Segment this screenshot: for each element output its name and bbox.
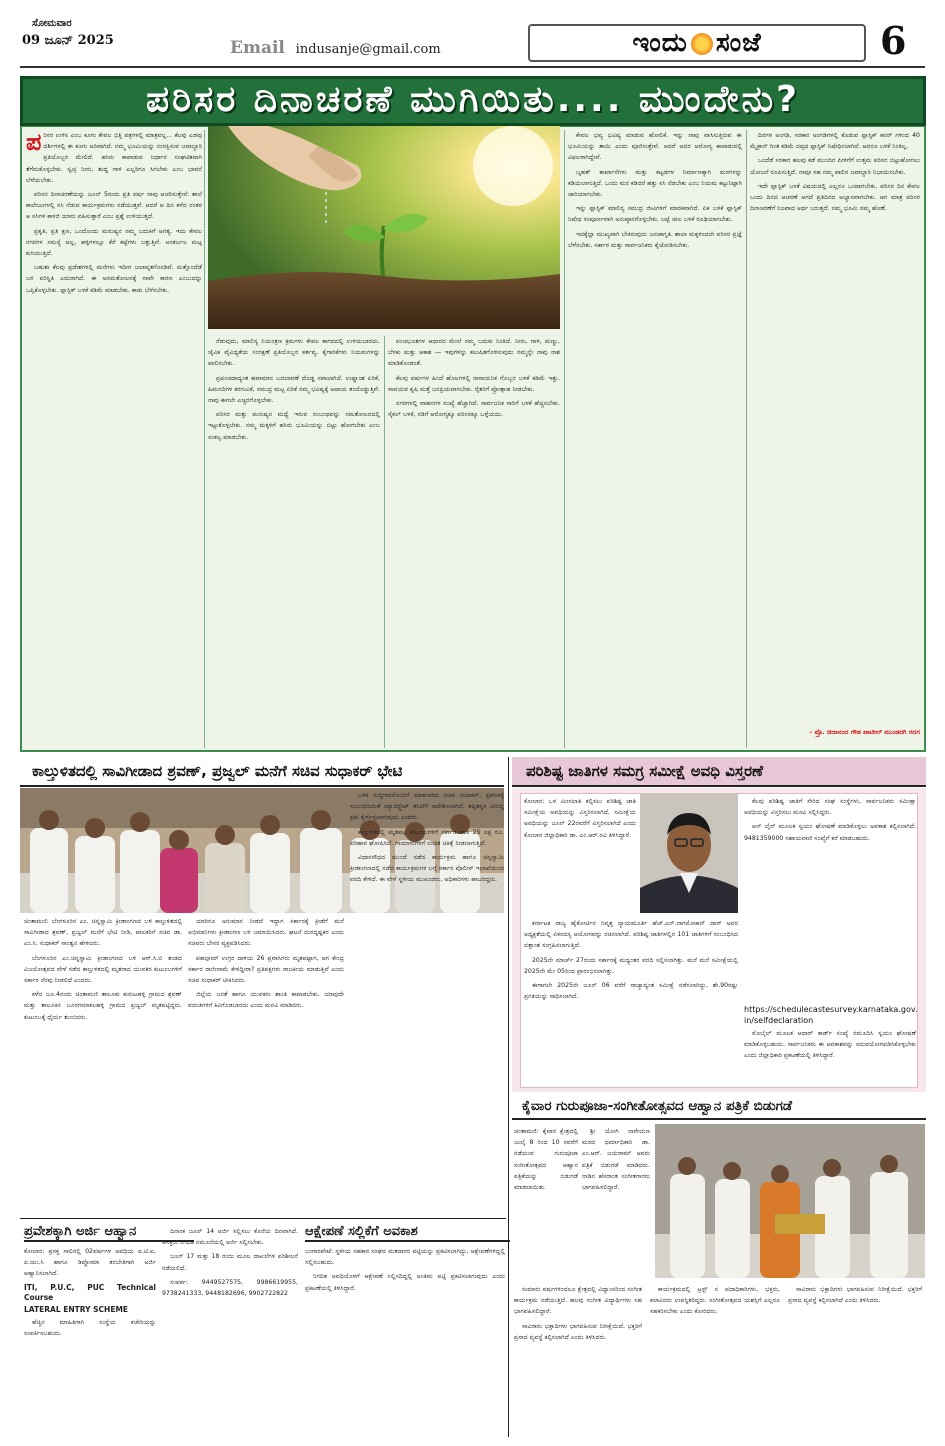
- admission-column-1: [24, 1246, 156, 1436]
- sudhakar-column-3: [350, 790, 504, 1218]
- story-paragraph: ಕೆಲವು ಪರಿಶಿಷ್ಟ ಜಾತಿಗೆ ಸೇರಿದ ಸಂಘ ಸಂಸ್ಥೆಗಳು, ಸಾರ್ವಜನಿಕರು ಸಮೀಕ್ಷಾ ಅವಧಿಯನ್ನು ವಿಸ್ತರಿಸಲು ಮನವಿ ಸಲ್ಲಿಸಿದ್ದರು.: [744, 798, 916, 817]
- lead-column-1: [26, 130, 202, 705]
- story-paragraph: ಸಾವಿರಾರು ಭಕ್ತಾದಿಗಳು ಭಾಗವಹಿಸುವ ನಿರೀಕ್ಷೆಯಿದೆ. ಭಕ್ತರಿಗೆ ಪ್ರಸಾದ ವ್ಯವಸ್ಥೆ ಕಲ್ಪಿಸಲಾಗಿದೆ ಎಂದು ತಿಳಿಸಿದರು.: [788, 1286, 922, 1305]
- story-paragraph: ಬಳಿಕ ಸುದ್ದಿಗಾರರೊಂದಿಗೆ ಮಾತನಾಡಿದ ಸಚಿವ ಸುಧಾಕರ್, ಪ್ರಕರಣಕ್ಕೆ ಸಂಬಂಧಿಸಿದಂತೆ ಮ್ಯಾಜಿಸ್ಟ್ರೇಟ್ ತನಿಖೆಗೆ ಆದೇಶಿಸಲಾಗಿದೆ. ತಪ್ಪಿತಸ್ಥರ ವಿರುದ್ಧ ಕ್ರಮ ಕೈಗೊಳ್ಳಲಾಗುವುದು ಎಂದರು.: [350, 792, 504, 822]
- lead-paragraph: ಇದೇ ಪ್ಲಾಸ್ಟಿಕ್ ಬಳಕೆ ವಿಷಯದಲ್ಲಿ ಎಲ್ಲರೂ ಒಂದಾಗಬೇಕು. ಪರಿಸರ ದಿನ ಕೇವಲ ಒಂದು ದಿನದ ಆಚರಣೆ ಆಗದೆ ಪ್ರತಿದಿನದ ಅಭ್ಯಾಸವಾಗಬೇಕು. ಆಗ ಮಾತ್ರ ಪರಿಸರ ದಿನಾಚರಣೆಗೆ ನಿಜವಾದ ಅರ್ಥ ಬರುತ್ತದೆ. ನಮ್ಮ ಭೂಮಿ ನಮ್ಮ ಹೊಣೆ.: [750, 182, 920, 213]
- story-paragraph: ಚಿಂತಾಮಣಿ: ಕೈವಾರ ಕ್ಷೇತ್ರದಲ್ಲಿ ಜುಲೈ 8 ರಿಂದ 10 ರವರೆಗೆ ನಡೆಯುವ ಗುರುಪೂಜಾ ಸಂಗೀತೋತ್ಸವದ ಆಹ್ವಾನ ಪತ್ರಿಕೆಯನ್ನು ಬಿಡುಗಡೆ ಮಾಡಲಾಯಿತು.: [514, 1128, 578, 1192]
- story-paragraph: ಈಗಾಗಲೇ 2025ನೇ ಜೂನ್ 06 ವರೆಗೆ ರಾಜ್ಯಾದ್ಯಂತ ಸಮೀಕ್ಷೆ ನಡೆಸಲಾಗಿದ್ದು, ಶೇ.90ರಷ್ಟು ಪ್ರಗತಿಯನ್ನು ಸಾಧಿಸಲಾಗಿದೆ.: [524, 982, 738, 1001]
- story-paragraph: ದಿನಾಂಕ ಜೂನ್ 14 ಅರ್ಜಿ ಸಲ್ಲಿಸಲು ಕೊನೆಯ ದಿನವಾಗಿದೆ. ಆಸಕ್ತರು ನಿಗದಿತ ನಮೂನೆಯಲ್ಲಿ ಅರ್ಜಿ ಸಲ್ಲಿಸಬೇಕು.: [162, 1228, 298, 1247]
- lead-paragraph: ಕೇವಲ ಭವ್ಯ ಭವಿಷ್ಯ ಮಾಡುವ ಹೋಲಿಕೆ. ಇನ್ನು ನಾವು ವಾಸಿಸುತ್ತಿರುವ ಈ ಭೂಮಿಯನ್ನು ತಾಯಿ ಎಂದು ಪೂಜಿಸುತ್ತೇವೆ. ಆದರೆ ಅದರ ಆರೋಗ್ಯ ಕಾಪಾಡುವಲ್ಲಿ ವಿಫಲರಾಗಿದ್ದೇವೆ.: [568, 132, 742, 162]
- survey-url[interactable]: [744, 1004, 916, 1026]
- lead-column-4: [568, 130, 742, 746]
- survey-url-line[interactable]: in/selfdeclaration: [744, 1016, 814, 1025]
- lead-paragraph: ಪರಿಸರ ಮತ್ತು ಮನುಷ್ಯನ ಮಧ್ಯೆ ಇರುವ ಸಂಬಂಧವನ್ನು ಸಮತೋಲನದಲ್ಲಿ ಇಟ್ಟುಕೊಳ್ಳಬೇಕು. ನಮ್ಮ ಮಕ್ಕಳಿಗೆ ಹಸಿರು ಭೂಮಿಯನ್ನು ಬಿಟ್ಟು ಹೋಗಬೇಕು ಎಂಬ ಸಂಕಲ್ಪ ಮಾಡಬೇಕು.: [208, 411, 380, 441]
- column-divider: [204, 130, 205, 748]
- masthead-email: [230, 38, 441, 58]
- lead-column-5: [750, 130, 920, 720]
- story-paragraph: ಕೋಲಾರ: ಒಳ ಮೀಸಲಾತಿ ಕಲ್ಪಿಸಲು ಪರಿಶಿಷ್ಟ ಜಾತಿ ಸಮೀಕ್ಷೆಯ ಅವಧಿಯನ್ನು ವಿಸ್ತರಿಸಲಾಗಿದೆ. ಸಮೀಕ್ಷೆಯ ಅವಧಿಯನ್ನು ಜೂನ್ 22ರವರೆಗೆ ವಿಸ್ತರಿಸಲಾಗಿದೆ ಎಂದು ಕೋಲಾರ ಜಿಲ್ಲಾಧಿಕಾರಿ ಡಾ. ಎಂ.ಆರ್.ರವಿ ತಿಳಿಸಿದ್ದಾರೆ.: [524, 798, 636, 839]
- sudhakar-headline: ಕಾಲ್ತುಳಿತದಲ್ಲಿ ಸಾವಿಗೀಡಾದ ಶ್ರವಣ್, ಪ್ರಜ್ವಲ್ ಮನೆಗೆ ಸಚಿವ ಸುಧಾಕರ್ ಭೇಟಿ: [20, 757, 504, 787]
- story-paragraph: ಆನ್ ಲೈನ್ ಮೂಲಕ ಸ್ವಯಂ ಘೋಷಣೆ ಮಾಡಿಕೊಳ್ಳಲು ಅವಕಾಶ ಕಲ್ಪಿಸಲಾಗಿದೆ. 9481359000 ಸಹಾಯವಾಣಿ ಸಂಖ್ಯೆಗೆ ಕರೆ ಮಾಡಬಹುದು.: [744, 823, 916, 842]
- admission-phone-numbers: ಸಂಪರ್ಕ: 9449527575, 9986619955, 9738241333, 9448182696, 9902722822: [162, 1278, 298, 1298]
- kaivara-headline: ಕೈವಾರ ಗುರುಪೂಜಾ-ಸಂಗೀತೋತ್ಸವದ ಆಹ್ವಾನ ಪತ್ರಿಕೆ ಬಿಡುಗಡೆ: [512, 1094, 926, 1120]
- column-divider: [746, 130, 747, 748]
- lead-paragraph: ಕೆಲವು ವರ್ಷಗಳ ಹಿಂದೆ ಹೊಲಗಳಲ್ಲಿ ರಾಸಾಯನಿಕ ಗೊಬ್ಬರ ಬಳಕೆ ಕಡಿಮೆ ಇತ್ತು. ಸಾವಯವ ಕೃಷಿ ಮತ್ತೆ ಜನಪ್ರಿಯವಾಗಬೇಕು. ರೈತರಿಗೆ ಪ್ರೋತ್ಸಾಹ ನೀಡಬೇಕು.: [388, 374, 560, 393]
- story-paragraph: ಬೆಂಗಳೂರಿನ ಎಂ.ಚಿನ್ನಸ್ವಾಮಿ ಕ್ರೀಡಾಂಗಣದ ಬಳಿ ಆರ್.ಸಿ.ಬಿ ತಂಡದ ವಿಜಯೋತ್ಸವದ ವೇಳೆ ನಡೆದ ಕಾಲ್ತುಳಿತದಲ್ಲಿ ಮೃತರಾದ ಯುವಕರ ಕುಟುಂಬಗಳಿಗೆ ಸರ್ಕಾರ ನೆರವು ನೀಡಲಿದೆ ಎಂದರು.: [24, 954, 182, 985]
- column-divider: [384, 336, 385, 748]
- admission-scheme: LATERAL ENTRY SCHEME: [24, 1304, 129, 1314]
- story-paragraph: ಜೂನ್ 17 ಮತ್ತು 18 ರಂದು ಮೂಲ ದಾಖಲೆಗಳ ಪರಿಶೀಲನೆ ನಡೆಯಲಿದೆ.: [162, 1253, 298, 1272]
- story-paragraph: 2025ನೇ ಮಾರ್ಚ್ 27ರಂದು ಸರ್ಕಾರಕ್ಕೆ ಮಧ್ಯಂತರ ವರದಿ ಸಲ್ಲಿಸಲಾಗಿತ್ತು. ಮನೆ ಮನೆ ಸಮೀಕ್ಷೆಯಲ್ಲಿ 2025ನೇ ಮೇ 05ರಿಂದ ಪ್ರಾರಂಭಿಸಲಾಗಿತ್ತು.: [524, 956, 738, 975]
- story-paragraph: ಸುಮಾರು ವರ್ಷಗಳಿಂದಲೂ ಕ್ಷೇತ್ರದಲ್ಲಿ ವಿದ್ವಾಂಸರಿಂದ ಸಂಗೀತ ಕಾರ್ಯಕ್ರಮ ನಡೆಯುತ್ತಿದೆ. ಹಲವು ಸಂಗೀತ ವಿದ್ಯಾರ್ಥಿಗಳು ಸಹ ಭಾಗವಹಿಸಲಿದ್ದಾರೆ.: [514, 1286, 642, 1316]
- admission-headline: ಪ್ರವೇಶಕ್ಕಾಗಿ ಅರ್ಜಿ ಆಹ್ವಾನ: [24, 1222, 194, 1242]
- lead-paragraph: ರಿಸರ ಉಳಿಸಿ ಎಂಬ ಕೂಗು ಕೇವಲ ಭಿತ್ತಿ ಪತ್ರಗಳಲ್ಲಿ ಮಾತ್ರವಲ್ಲ... ಕೆಲವು ಎಡವು ದರ್ಶಿಗಳಲ್ಲಿ ಈ ಕೂಗು ಅರಿವಾಗಿದೆ. ನಮ್ಮ ಭೂಮಿಯನ್ನು ಸಂರಕ್ಷಿಸುವ ಜವಾಬ್ದಾರಿ ಪ್ರತಿಯೊಬ್ಬರ ಮೇಲಿದೆ. ಹಸಿರು ಕಾಪಾಡುವ ನಿರ್ಧಾರ ಸಂಘಟಿತವಾಗಿ ತೆಗೆದುಕೊಳ್ಳಬೇಕು. ಸ್ವಚ್ಛ ನೀರು, ಶುದ್ಧ ಗಾಳಿ ಎಲ್ಲರಿಗೂ ಸಿಗಬೇಕು ಎಂಬ ಭಾವನೆ ಬೆಳೆಯಬೇಕು.: [26, 132, 202, 184]
- lead-paragraph: ಪ್ರಕೃತಿ, ಪ್ರತಿ ಕ್ಷಣ, ಒಂದೊಂದು ಮನುಷ್ಯನ ನಮ್ಮ ಬದುಕಿಗೆ ಅಗತ್ಯ. ಇದು ಕೇವಲ ನಗರಗಳ ಸಮಸ್ಯೆ ಅಲ್ಲ, ಹಳ್ಳಿಗಳಲ್ಲೂ ಕೆರೆ ಕಟ್ಟೆಗಳು ಬತ್ತುತ್ತಿವೆ. ಅಂತರ್ಜಲ ಮಟ್ಟ ಕುಸಿಯುತ್ತಿದೆ.: [26, 227, 202, 258]
- kaivara-column-3: [650, 1284, 780, 1434]
- lead-paragraph: ಇನ್ನು ಪ್ಲಾಸ್ಟಿಕ್ ಮಾಲಿನ್ಯ ಸಮುದ್ರ ಜೀವಿಗಳಿಗೆ ಮಾರಕವಾಗಿದೆ. ಏಕ ಬಳಕೆ ಪ್ಲಾಸ್ಟಿಕ್ ನಿಷೇಧ ಸಂಪೂರ್ಣವಾಗಿ ಅನುಷ್ಠಾನಗೊಳ್ಳಬೇಕು. ಬಟ್ಟೆ ಚೀಲ ಬಳಕೆ ರೂಢಿಯಾಗಬೇಕು.: [568, 205, 742, 224]
- story-paragraph: ಕೋಲಾರ: ಪ್ರಸಕ್ತ ಸಾಲಿನಲ್ಲಿ 02ವರ್ಷಗಳ ಅವಧಿಯ ಐ.ಟಿ.ಐ, ಪಿ.ಯು.ಸಿ ಹಾಗೂ ಡಿಪ್ಲೋಮಾ ತರಬೇತಿಗಾಗಿ ಅರ್ಜಿ ಆಹ್ವಾನಿಸಲಾಗಿದೆ.: [24, 1248, 156, 1278]
- sprout-photo: [208, 126, 560, 329]
- section-divider: [508, 757, 509, 1437]
- lead-paragraph: ನೆಡುವುದು, ಮಾಲಿನ್ಯ ನಿಯಂತ್ರಣ ಕ್ರಮಗಳು ಕೇವಲ ಕಾಗದದಲ್ಲಿ ಉಳಿಯಬಾರದು. ಜೈವಿಕ ವೈವಿಧ್ಯತೆಯ ಸಂರಕ್ಷಣೆ ಪ್ರತಿಯೊಬ್ಬರ ಕರ್ತವ್ಯ. ಕೈಗಾರಿಕೆಗಳು ನಿಯಮಗಳನ್ನು ಪಾಲಿಸಬೇಕು.: [208, 338, 380, 368]
- column-divider: [564, 130, 565, 748]
- kaivara-column-2: [514, 1284, 642, 1434]
- story-paragraph: ಜಿಲ್ಲೆಯ ಜನತೆ ಹಾಗೂ ಯುವಕರು ಶಾಂತಿ ಕಾಪಾಡಬೇಕು. ಯಾವುದೇ ವದಂತಿಗಳಿಗೆ ಕಿವಿಗೊಡಬಾರದು ಎಂದು ಮನವಿ ಮಾಡಿದರು.: [188, 991, 344, 1010]
- admission-programs: ITI, P.U.C, PUC Technical Course: [24, 1282, 156, 1302]
- lead-paragraph: ಪಂಚಭೂತಗಳ ಆಧಾರದ ಮೇಲೆ ನಮ್ಮ ಬದುಕು ನಿಂತಿದೆ. ನೀರು, ಗಾಳಿ, ಮಣ್ಣು, ಬೆಳಕು ಮತ್ತು ಆಕಾಶ — ಇವುಗಳನ್ನು ಕಲುಷಿತಗೊಳಿಸುವುದು ನಮ್ಮನ್ನೇ ನಾವು ನಾಶ ಮಾಡಿಕೊಂಡಂತೆ.: [388, 338, 560, 368]
- lead-column-2: [208, 336, 380, 746]
- email-label: Email: [230, 38, 285, 58]
- story-paragraph: ಕಳೆದ ಜೂ.4ರಂದು ಚಿಂತಾಮಣಿ ತಾಲೂಕು ಕುರುಟಹಳ್ಳಿ ಗ್ರಾಮದ ಶ್ರವಣ್ ಮತ್ತು ತಾಲೂಕಿನ ಬೂರಗಮಾಕಲಹಳ್ಳಿ ಗ್ರಾಮದ ಪ್ರಜ್ವಲ್ ಮೃತಪಟ್ಟಿದ್ದರು. ಕುಟುಂಬಕ್ಕೆ ಧೈರ್ಯ ತುಂಬಿದರು.: [24, 991, 182, 1021]
- survey-column-1-top: [524, 796, 636, 916]
- story-paragraph: ಯಾರಿಗೂ ಅನುಮಾನ ನೀಡದೆ ಇದ್ದಾಗ ಸರ್ಕಾರಕ್ಕೆ ಕ್ರೀಡೆಗೆ ಮನೆ ಅಭಿಮಾನಿಗಳು ಕ್ರೀಡಾಂಗಣ ಬಳಿ ಜಮಾಯಿಸಿದರು. ಘಟನೆ ದುರದೃಷ್ಟಕರ ಎಂದು ಸಚಿವರು ಬೇಸರ ವ್ಯಕ್ತಪಡಿಸಿದರು.: [188, 918, 344, 948]
- story-paragraph: ಚಿಂತಾಮಣಿ: ಬೆಂಗಳೂರಿನ ಎಂ. ಚಿನ್ನಸ್ವಾಮಿ ಕ್ರೀಡಾಂಗಣದ ಬಳಿ ಕಾಲ್ತುಳಿತದಲ್ಲಿ ಸಾವಿಗೀಡಾದ ಶ್ರವಣ್, ಪ್ರಜ್ವಲ್ ಮನೆಗೆ ಭೇಟಿ ನೀಡಿ, ಪಾಲಕರಿಗೆ ಸಚಿವ ಡಾ. ಎಂ.ಸಿ. ಸುಧಾಕರ್ ಸಾಂತ್ವನ ಹೇಳಿದರು.: [24, 918, 182, 948]
- lead-dropcap: ಪ: [26, 130, 42, 156]
- kaivara-column-4: [788, 1284, 922, 1434]
- story-paragraph: ಸಾವಿರಾರು ಭಕ್ತಾದಿಗಳು ಭಾಗವಹಿಸುವ ನಿರೀಕ್ಷೆಯಿದೆ. ಭಕ್ತರಿಗೆ ಪ್ರಸಾದ ವ್ಯವಸ್ಥೆ ಕಲ್ಪಿಸಲಾಗಿದೆ ಎಂದು ತಿಳಿಸಿದರು.: [514, 1322, 642, 1341]
- logo-left-text: ಇಂದು: [632, 28, 688, 58]
- lead-byline: – ಪ್ರೊ. ಚಿದಾನಂದ ಗೌಡ ಪಾಟೀಲ್ ಮುಂಡರಗಿ ಗದಗ: [809, 728, 920, 736]
- objection-column: [305, 1246, 505, 1436]
- story-paragraph: ಬಂಗಾರಪೇಟೆ: ಸ್ಥಳೀಯ ಸಹಕಾರ ಸಂಘದ ಮತದಾರರ ಪಟ್ಟಿಯನ್ನು ಪ್ರಕಟಿಸಲಾಗಿದ್ದು, ಆಕ್ಷೇಪಣೆಗಳಿದ್ದಲ್ಲಿ ಸಲ್ಲಿಸಬಹುದು.: [305, 1248, 505, 1267]
- story-paragraph: ಮೊಬೈಲ್ ಮೂಲಕ ಆಧಾರ್ ಕಾರ್ಡ್ ಸಂಖ್ಯೆ ನಮೂದಿಸಿ ಸ್ವಯಂ ಘೋಷಣೆ ಮಾಡಿಕೊಳ್ಳಬಹುದು. ಸಾರ್ವಜನಿಕರು ಈ ಅವಕಾಶವನ್ನು ಸದುಪಯೋಗಪಡಿಸಿಕೊಳ್ಳಬೇಕು ಎಂದು ಜಿಲ್ಲಾಧಿಕಾರಿ ಪ್ರಕಟಣೆಯಲ್ಲಿ ತಿಳಿಸಿದ್ದಾರೆ.: [744, 1030, 916, 1060]
- lead-paragraph: ಬಹುಶಃ ಕೆಲವು ಪ್ರದೇಶಗಳಲ್ಲಿ ಮನೆಗಳು ಇದೀಗ ಜಲಾವೃತಗೊಂಡಿವೆ. ಮತ್ತೊಂದೆಡೆ ಬರ ಪರಿಸ್ಥಿತಿ ಎದುರಾಗಿದೆ. ಈ ಅಸಮತೋಲನಕ್ಕೆ ನಾವೇ ಕಾರಣ ಎಂಬುದನ್ನು ಒಪ್ಪಿಕೊಳ್ಳಬೇಕು. ಪ್ಲಾಸ್ಟಿಕ್ ಬಳಕೆ ಕಡಿಮೆ ಮಾಡಬೇಕು. ಕಾಡು ಬೆಳೆಸಬೇಕು.: [26, 264, 202, 294]
- email-address: indusanje@gmail.com: [295, 42, 441, 57]
- lead-column-3: [388, 336, 560, 746]
- lead-paragraph: ಬೃಹತ್ ಕಾರ್ಖಾನೆಗಳು ಮತ್ತು ಕಟ್ಟಡಗಳ ನಿರ್ಮಾಣಕ್ಕಾಗಿ ಮರಗಳನ್ನು ಕಡಿಯಲಾಗುತ್ತಿದೆ. ಒಂದು ಮರ ಕಡಿದರೆ ಹತ್ತು ಸಸಿ ನೆಡಬೇಕು ಎಂಬ ನಿಯಮ ಕಟ್ಟುನಿಟ್ಟಾಗಿ ಜಾರಿಯಾಗಬೇಕು.: [568, 168, 742, 199]
- lead-headline: ಪರಿಸರ ದಿನಾಚರಣೆ ಮುಗಿಯಿತು.... ಮುಂದೇನು?: [146, 79, 800, 120]
- lead-paragraph: ಒಂದೆಡೆ ಸರಕಾರ ಹಲವು ಕಡೆ ಮುಂದಿನ ಪೀಳಿಗೆಗೆ ಉತ್ತಮ ಪರಿಸರ ಬಿಟ್ಟುಹೋಗಲು ಯೋಜನೆ ರೂಪಿಸುತ್ತಿದೆ. ನಾವೂ ಸಹ ನಮ್ಮ ಪಾಲಿನ ಜವಾಬ್ದಾರಿ ನಿಭಾಯಿಸಬೇಕು.: [750, 157, 920, 176]
- masthead-rule: [20, 66, 925, 68]
- masthead-date: 09 ಜೂನ್ 2025: [22, 33, 114, 48]
- section-rule: [20, 1218, 506, 1219]
- survey-column-1: [524, 918, 738, 1088]
- lead-paragraph: ಇದಕ್ಕೆಲ್ಲಾ ಮುಖ್ಯವಾಗಿ ಬೇಕಿರುವುದು ಜನಜಾಗೃತಿ. ಶಾಲಾ ಮಕ್ಕಳಿಂದಲೇ ಪರಿಸರ ಪ್ರಜ್ಞೆ ಬೆಳೆಸಬೇಕು. ಸರ್ಕಾರ ಮತ್ತು ಸಾರ್ವಜನಿಕರು ಕೈಜೋಡಿಸಬೇಕು.: [568, 230, 742, 249]
- official-portrait-photo: [640, 793, 738, 913]
- kaivara-column-1a: [514, 1126, 578, 1280]
- masthead-day: ಸೋಮವಾರ: [32, 18, 72, 29]
- story-paragraph: ಶ್ರೀ ಯೋಗಿ ನಾರೇಯಣ ಮಠದ ಧರ್ಮಾಧಿಕಾರಿ ಡಾ. ಎಂ.ಆರ್. ಜಯರಾಮ್ ಅವರು ಪತ್ರಿಕೆ ಬಿಡುಗಡೆ ಮಾಡಿದರು. ನಾಡಿನ ಹೆಸರಾಂತ ಸಂಗೀತಗಾರರು ಭಾಗವಹಿಸಲಿದ್ದಾರೆ.: [582, 1128, 650, 1192]
- story-paragraph: ನಿಗದಿತ ಅವಧಿಯೊಳಗೆ ಆಕ್ಷೇಪಣೆ ಸಲ್ಲಿಸದಿದ್ದಲ್ಲಿ ಅಂತಿಮ ಪಟ್ಟಿ ಪ್ರಕಟಿಸಲಾಗುವುದು ಎಂದು ಪ್ರಕಟಣೆಯಲ್ಲಿ ತಿಳಿಸಿದ್ದಾರೆ.: [305, 1273, 505, 1292]
- story-paragraph: ಹೆಚ್ಚಿನ ಮಾಹಿತಿಗಾಗಿ ಸಂಸ್ಥೆಯ ಕಚೇರಿಯನ್ನು ಸಂಪರ್ಕಿಸಬಹುದು.: [24, 1318, 156, 1337]
- kaivara-column-1b: [582, 1126, 650, 1280]
- admission-column-2: [162, 1226, 298, 1436]
- lead-paragraph: ದಿನಗಳ ಅಂಗಡಿ, ಸರಕಾರ ಅಂಗಡಿಗಳಲ್ಲಿ ಕೊಡುವ ಪ್ಲಾಸ್ಟಿಕ್ ಕವರ್ ಗಳಿಂದ 40 ಮೈಕ್ರಾನ್ ಗಿಂತ ಕಡಿಮೆ ದಪ್ಪದ ಪ್ಲಾಸ್ಟಿಕ್ ನಿಷೇಧಿಸಲಾಗಿದೆ. ಆದರೂ ಬಳಕೆ ನಿಂತಿಲ್ಲ.: [750, 132, 920, 151]
- sudhakar-column-2: [188, 916, 344, 1216]
- story-paragraph: ವಿಧಾನಸೌಧದ ಮುಂದೆ ನಡೆದ ಕಾರ್ಯಕ್ರಮ ಹಾಗೂ ಚಿನ್ನಸ್ವಾಮಿ ಕ್ರೀಡಾಂಗಣದಲ್ಲಿ ನಡೆದ ಕಾರ್ಯಕ್ರಮಗಳ ಬಗ್ಗೆ ಸರ್ಕಾರ ಪೊಲೀಸ್ ಇಲಾಖೆಯಿಂದ ವರದಿ ಕೇಳಿದೆ. ಈ ವೇಳೆ ಸ್ಥಳೀಯ ಮುಖಂಡರು, ಅಧಿಕಾರಿಗಳು ಹಾಜರಿದ್ದರು.: [350, 854, 504, 884]
- survey-column-2-bottom: [744, 1028, 916, 1086]
- logo-right-text: ಸಂಜೆ: [715, 28, 762, 58]
- invitation-release-photo: [655, 1124, 925, 1278]
- survey-column-2: [744, 796, 916, 1002]
- lead-paragraph: ನಗರಗಳಲ್ಲಿ ವಾಹನಗಳ ಸಂಖ್ಯೆ ಹೆಚ್ಚಾಗಿದೆ. ಸಾರ್ವಜನಿಕ ಸಾರಿಗೆ ಬಳಕೆ ಹೆಚ್ಚಿಸಬೇಕು. ಸೈಕಲ್ ಬಳಕೆ, ನಡಿಗೆ ಆರೋಗ್ಯಕ್ಕೂ ಪರಿಸರಕ್ಕೂ ಒಳ್ಳೆಯದು.: [388, 400, 560, 419]
- survey-headline: ಪರಿಶಿಷ್ಟ ಜಾತಿಗಳ ಸಮಗ್ರ ಸಮೀಕ್ಷೆ ಅವಧಿ ವಿಸ್ತರಣೆ: [512, 757, 926, 787]
- lead-paragraph: ಪ್ರಪಂಚದಾದ್ಯಂತ ಹವಾಮಾನ ಬದಲಾವಣೆ ದೊಡ್ಡ ಸವಾಲಾಗಿದೆ. ಉಷ್ಣಾಂಶ ಏರಿಕೆ, ಹಿಮನದಿಗಳ ಕರಗುವಿಕೆ, ಸಮುದ್ರ ಮಟ್ಟ ಏರಿಕೆ ನಮ್ಮ ಭವಿಷ್ಯಕ್ಕೆ ಅಪಾಯ ತಂದೊಡ್ಡುತ್ತಿವೆ. ನಾವು ಈಗಲೇ ಎಚ್ಚರಗೊಳ್ಳಬೇಕು.: [208, 374, 380, 405]
- sun-logo-icon: [691, 33, 713, 55]
- story-paragraph: ಪಹಲ್ಗಾಮ್ ಉಗ್ರರ ದಾಳಿಯ 26 ಪ್ರವಾಸಿಗರು ಮೃತಪಟ್ಟಾಗ, ಆಗ ಕೇಂದ್ರ ಸರ್ಕಾರ ರಾಜೀನಾಮೆ ಕೇಳಿದ್ದೀರಾ? ಪ್ರತಿಪಕ್ಷಗಳು ರಾಜಕೀಯ ಮಾಡುತ್ತಿವೆ ಎಂದು ಸಚಿವ ಸುಧಾಕರ್ ಟೀಕಿಸಿದರು.: [188, 954, 344, 985]
- newspaper-logo: [528, 24, 866, 62]
- objection-headline: ಆಕ್ಷೇಪಣೆ ಸಲ್ಲಿಕೆಗೆ ಅವಕಾಶ: [305, 1222, 510, 1242]
- page-number: 6: [880, 18, 907, 63]
- story-paragraph: ಕಾಲ್ತುಳಿತದಲ್ಲಿ ಮೃತಪಟ್ಟ ಕುಟುಂಬಗಳಿಗೆ ಸರ್ಕಾರ ತಲಾ 25 ಲಕ್ಷ ರೂ. ಪರಿಹಾರ ಘೋಷಿಸಿದೆ. ಗಾಯಾಳುಗಳಿಗೆ ಉಚಿತ ಚಿಕಿತ್ಸೆ ನೀಡಲಾಗುತ್ತಿದೆ.: [350, 828, 504, 847]
- story-paragraph: ಕರ್ನಾಟಕ ರಾಜ್ಯ ಹೈಕೋರ್ಟಿನ ನಿವೃತ್ತ ನ್ಯಾಯಮೂರ್ತಿ ಹೆಚ್.ಎನ್.ನಾಗಮೋಹನ್ ದಾಸ್ ಅವರ ಅಧ್ಯಕ್ಷತೆಯಲ್ಲಿ ಏಕಸದಸ್ಯ ಆಯೋಗವನ್ನು ರಚಿಸಲಾಗಿದೆ. ಪರಿಶಿಷ್ಟ ಜಾತಿಗಳಲ್ಲಿನ 101 ಜಾತಿಗಳಿಗೆ ಸಂಬಂಧಿಸಿದ ದತ್ತಾಂಶ ಸಂಗ್ರಹಿಸಲಾಗುತ್ತಿದೆ.: [524, 920, 738, 950]
- story-paragraph: ಕಾರ್ಯಕ್ರಮದಲ್ಲಿ ಟ್ರಸ್ಟ್ ನ ಪದಾಧಿಕಾರಿಗಳು, ಭಕ್ತರು, ಕಲಾವಿದರು ಉಪಸ್ಥಿತರಿದ್ದರು. ಸಂಗೀತೋತ್ಸವದ ಯಶಸ್ಸಿಗೆ ಎಲ್ಲರೂ ಸಹಕರಿಸಬೇಕು ಎಂದು ಕೋರಿದರು.: [650, 1286, 780, 1316]
- survey-url-line[interactable]: https://schedulecastesurvey.karnataka.gov.: [744, 1005, 918, 1014]
- lead-paragraph: ಪರಿಸರ ದಿನಾಚರಣೆಯನ್ನು ಜೂನ್ 5ರಂದು ಪ್ರತಿ ವರ್ಷ ನಾವು ಆಚರಿಸುತ್ತೇವೆ. ಶಾಲೆ ಕಾಲೇಜುಗಳಲ್ಲಿ ಸಸಿ ನೆಡುವ ಕಾರ್ಯಕ್ರಮಗಳು ನಡೆಯುತ್ತವೆ. ಆದರೆ ಆ ದಿನ ಕಳೆದ ನಂತರ ಆ ಸಸಿಗಳ ಕಾಳಜಿ ಯಾರು ವಹಿಸುತ್ತಾರೆ ಎಂಬ ಪ್ರಶ್ನೆ ಉಳಿಯುತ್ತದೆ.: [26, 191, 202, 221]
- sudhakar-column-1: [24, 916, 182, 1216]
